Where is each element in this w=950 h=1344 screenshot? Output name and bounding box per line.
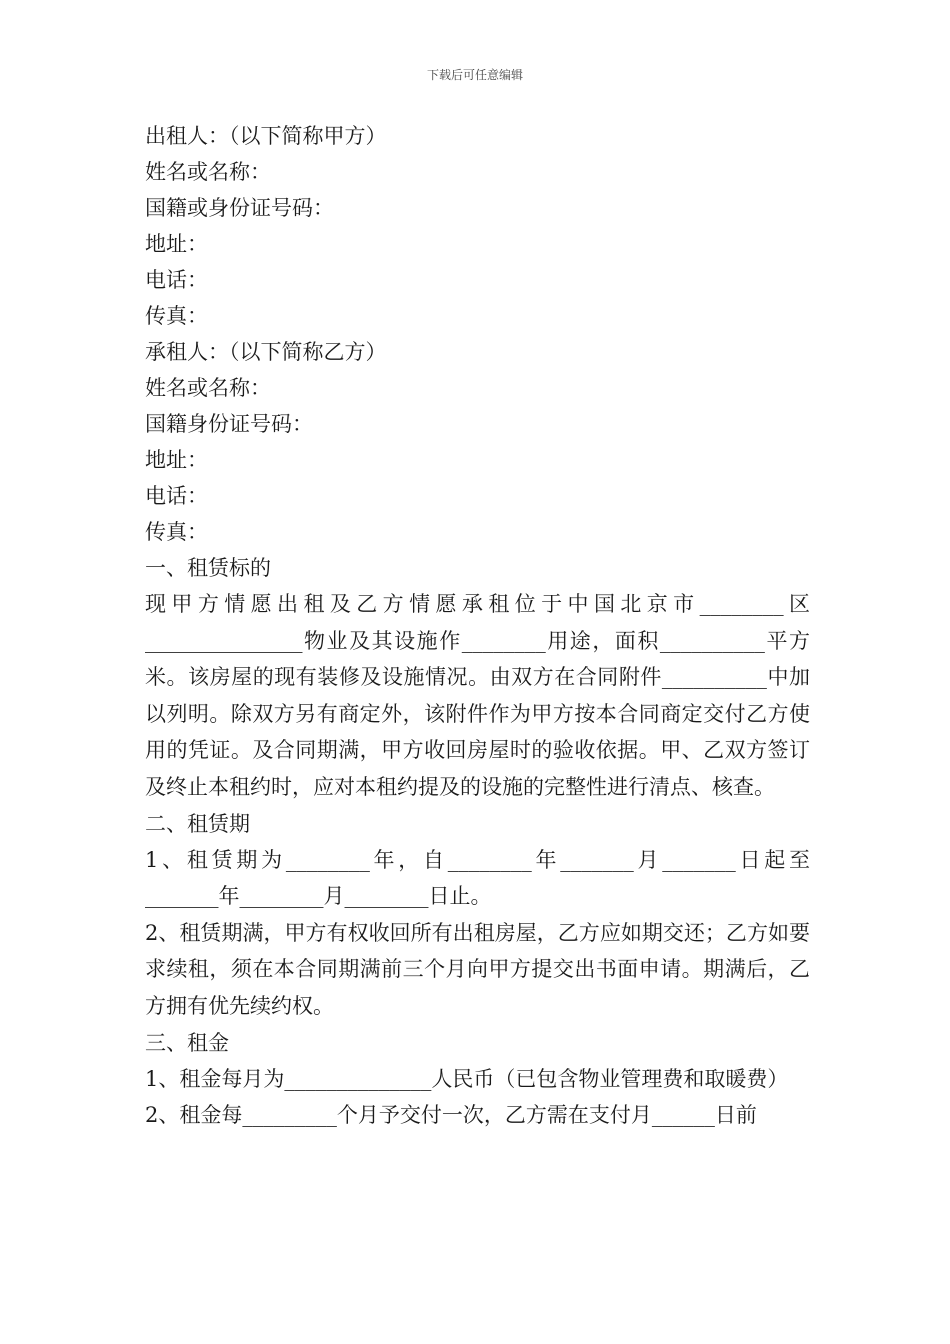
lessee-phone-field: 电话： bbox=[145, 484, 208, 508]
section3-item2: 2、租金每_________个月予交付一次，乙方需在支付月______日前 bbox=[145, 1103, 757, 1128]
section2-item2: 2、租赁期满，甲方有权收回所有出租房屋，乙方应如期交还；乙方如要求续租，须在本合同期满前三个月向甲方提交出书面申请。期满后，乙方拥有优先续约权。 bbox=[145, 920, 810, 1018]
section1-heading: 一、租赁标的 bbox=[145, 556, 271, 580]
lessee-id-field: 国籍身份证号码： bbox=[145, 412, 313, 436]
section2-item1: 1、租赁期为________年，自________年_______月_______日起至_______年________月________日止。 bbox=[145, 847, 810, 909]
page-header: 下载后可任意编辑 bbox=[426, 68, 523, 82]
lessor-title: 出租人：（以下简称甲方） bbox=[145, 124, 387, 148]
lessor-id-field: 国籍或身份证号码： bbox=[145, 196, 334, 220]
lessee-address-field: 地址： bbox=[145, 448, 208, 472]
contract-body bbox=[145, 118, 810, 1134]
lessee-title: 承租人：（以下简称乙方） bbox=[145, 340, 387, 364]
section2-heading: 二、租赁期 bbox=[145, 811, 250, 836]
section3-heading: 三、租金 bbox=[145, 1030, 229, 1055]
section3-item1: 1、租金每月为______________人民币（已包含物业管理费和取暖费） bbox=[145, 1066, 789, 1091]
lessor-phone-field: 电话： bbox=[145, 268, 208, 292]
lessor-address-field: 地址： bbox=[145, 232, 208, 256]
lessor-fax-field: 传真： bbox=[145, 304, 208, 328]
lessee-name-field: 姓名或名称： bbox=[145, 376, 271, 400]
section1-paragraph: 现甲方情愿出租及乙方情愿承租位于中国北京市________区_______________物业及其设施作________用途，面积__________平方米。该房屋的现有装修及设施情况。由双方在合同附件__________中加以列明。除双方另有商定外，该附件作为甲方按本合同商定交付乙方使用的凭证。及合同期满，甲方收回房屋时的验收依据。甲、乙双方签订及终止本租约时，应对本租约提及的设施的完整性进行清点、核查。 bbox=[145, 592, 810, 799]
lessor-name-field: 姓名或名称： bbox=[145, 160, 271, 184]
lessee-fax-field: 传真： bbox=[145, 520, 208, 544]
